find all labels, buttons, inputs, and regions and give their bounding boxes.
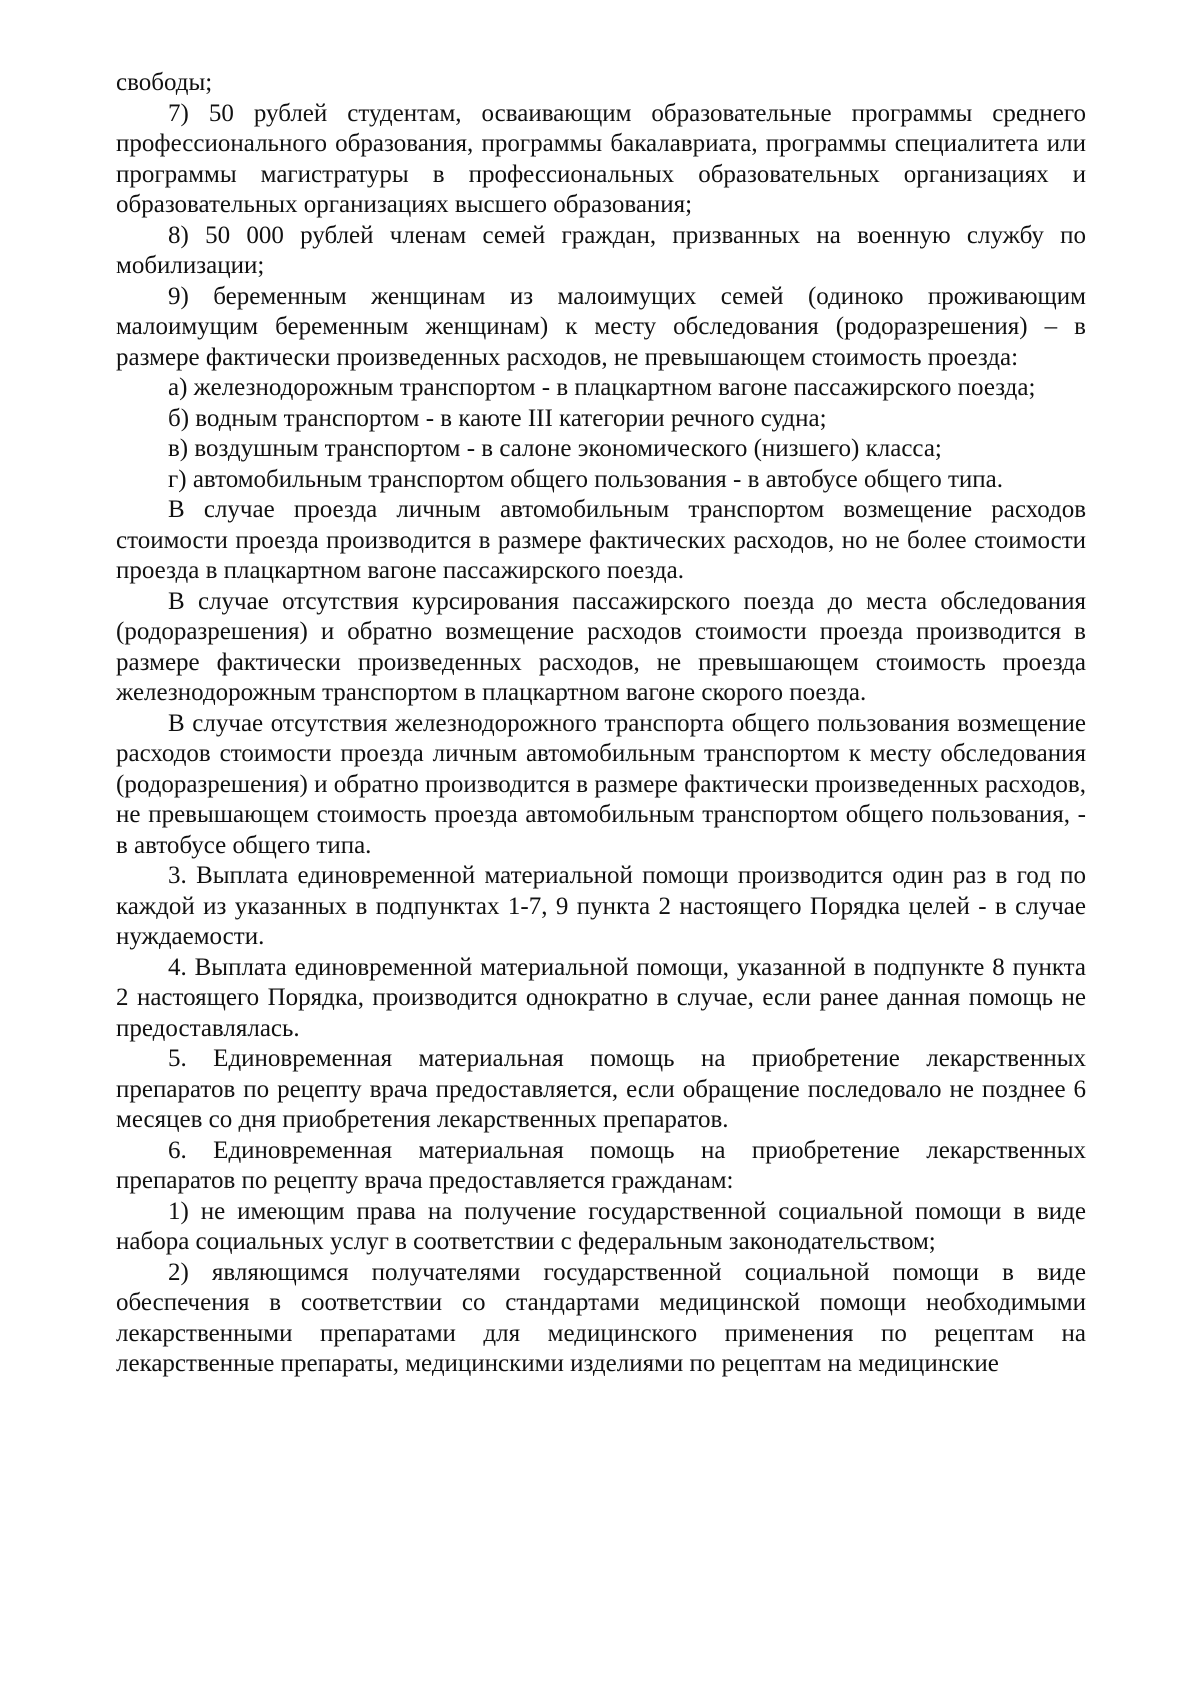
paragraph-subitem-a: а) железнодорожным транспортом - в плацкартном вагоне пассажирского поезда; [168, 374, 1036, 401]
paragraph-continuation: свободы; [116, 69, 213, 96]
paragraph-personal-car: В случае проезда личным автомобильным транспортом возмещение расходов стоимости проезда производится в размере фактических расходов, но не более стоимости проезда в плацкартном вагоне пассажирского поезда. [116, 496, 1086, 584]
paragraph-no-train: В случае отсутствия курсирования пассажирского поезда до места обследования (родоразрешения) и обратно возмещение расходов стоимости проезда производится в размере фактически произведенных расходов, не превышающем стоимость проезда железнодорожным транспортом в плацкартном вагоне скорого поезда. [116, 587, 1086, 706]
paragraph-no-railway: В случае отсутствия железнодорожного транспорта общего пользования возмещение расходов стоимости проезда личным автомобильным транспортом к месту обследования (родоразрешения) и обратно производится в размере фактически произведенных расходов, не превышающем стоимость проезда автомобильным транспортом общего пользования, - в автобусе общего типа. [116, 709, 1086, 859]
paragraph-clause-5: 5. Единовременная материальная помощь на приобретение лекарственных препаратов по рецепту врача предоставляется, если обращение последовало не позднее 6 месяцев со дня приобретения лекарственных препаратов. [116, 1045, 1086, 1133]
paragraph-clause-6: 6. Единовременная материальная помощь на приобретение лекарственных препаратов по рецепту врача предоставляется гражданам: [116, 1136, 1086, 1194]
paragraph-clause-6-item-2: 2) являющимся получателями государственной социальной помощи в виде обеспечения в соответствии со стандартами медицинской помощи необходимыми лекарственными препаратами для медицинского применения по рецептам на лекарственные препараты, медицинскими изделиями по рецептам на медицинские [116, 1258, 1086, 1377]
paragraph-subitem-g: г) автомобильным транспортом общего пользования - в автобусе общего типа. [168, 465, 1003, 493]
paragraph-subitem-b: б) водным транспортом - в каюте III категории речного судна; [168, 404, 827, 432]
document-page [116, 68, 1086, 1380]
paragraph-item-8: 8) 50 000 рублей членам семей граждан, призванных на военную службу по мобилизации; [116, 221, 1086, 279]
paragraph-clause-4: 4. Выплата единовременной материальной помощи, указанной в подпункте 8 пункта 2 настоящего Порядка, производится однократно в случае, если ранее данная помощь не предоставлялась. [116, 953, 1086, 1042]
paragraph-item-9: 9) беременным женщинам из малоимущих семей (одиноко проживающим малоимущим беременным женщинам) к месту обследования (родоразрешения) – в размере фактически произведенных расходов, не превышающем стоимость проезда: [116, 282, 1086, 371]
paragraph-clause-3: 3. Выплата единовременной материальной помощи производится один раз в год по каждой из указанных в подпунктах 1-7, 9 пункта 2 настоящего Порядка целей - в случае нуждаемости. [116, 862, 1086, 950]
paragraph-item-7: 7) 50 рублей студентам, осваивающим образовательные программы среднего профессионального образования, программы бакалавриата, программы специалитета или программы магистратуры в профессиональных образовательных организациях и образовательных организациях высшего образования; [116, 99, 1086, 218]
paragraph-subitem-v: в) воздушным транспортом - в салоне экономического (низшего) класса; [168, 435, 942, 462]
paragraph-clause-6-item-1: 1) не имеющим права на получение государственной социальной помощи в виде набора социальных услуг в соответствии с федеральным законодательством; [116, 1197, 1086, 1255]
